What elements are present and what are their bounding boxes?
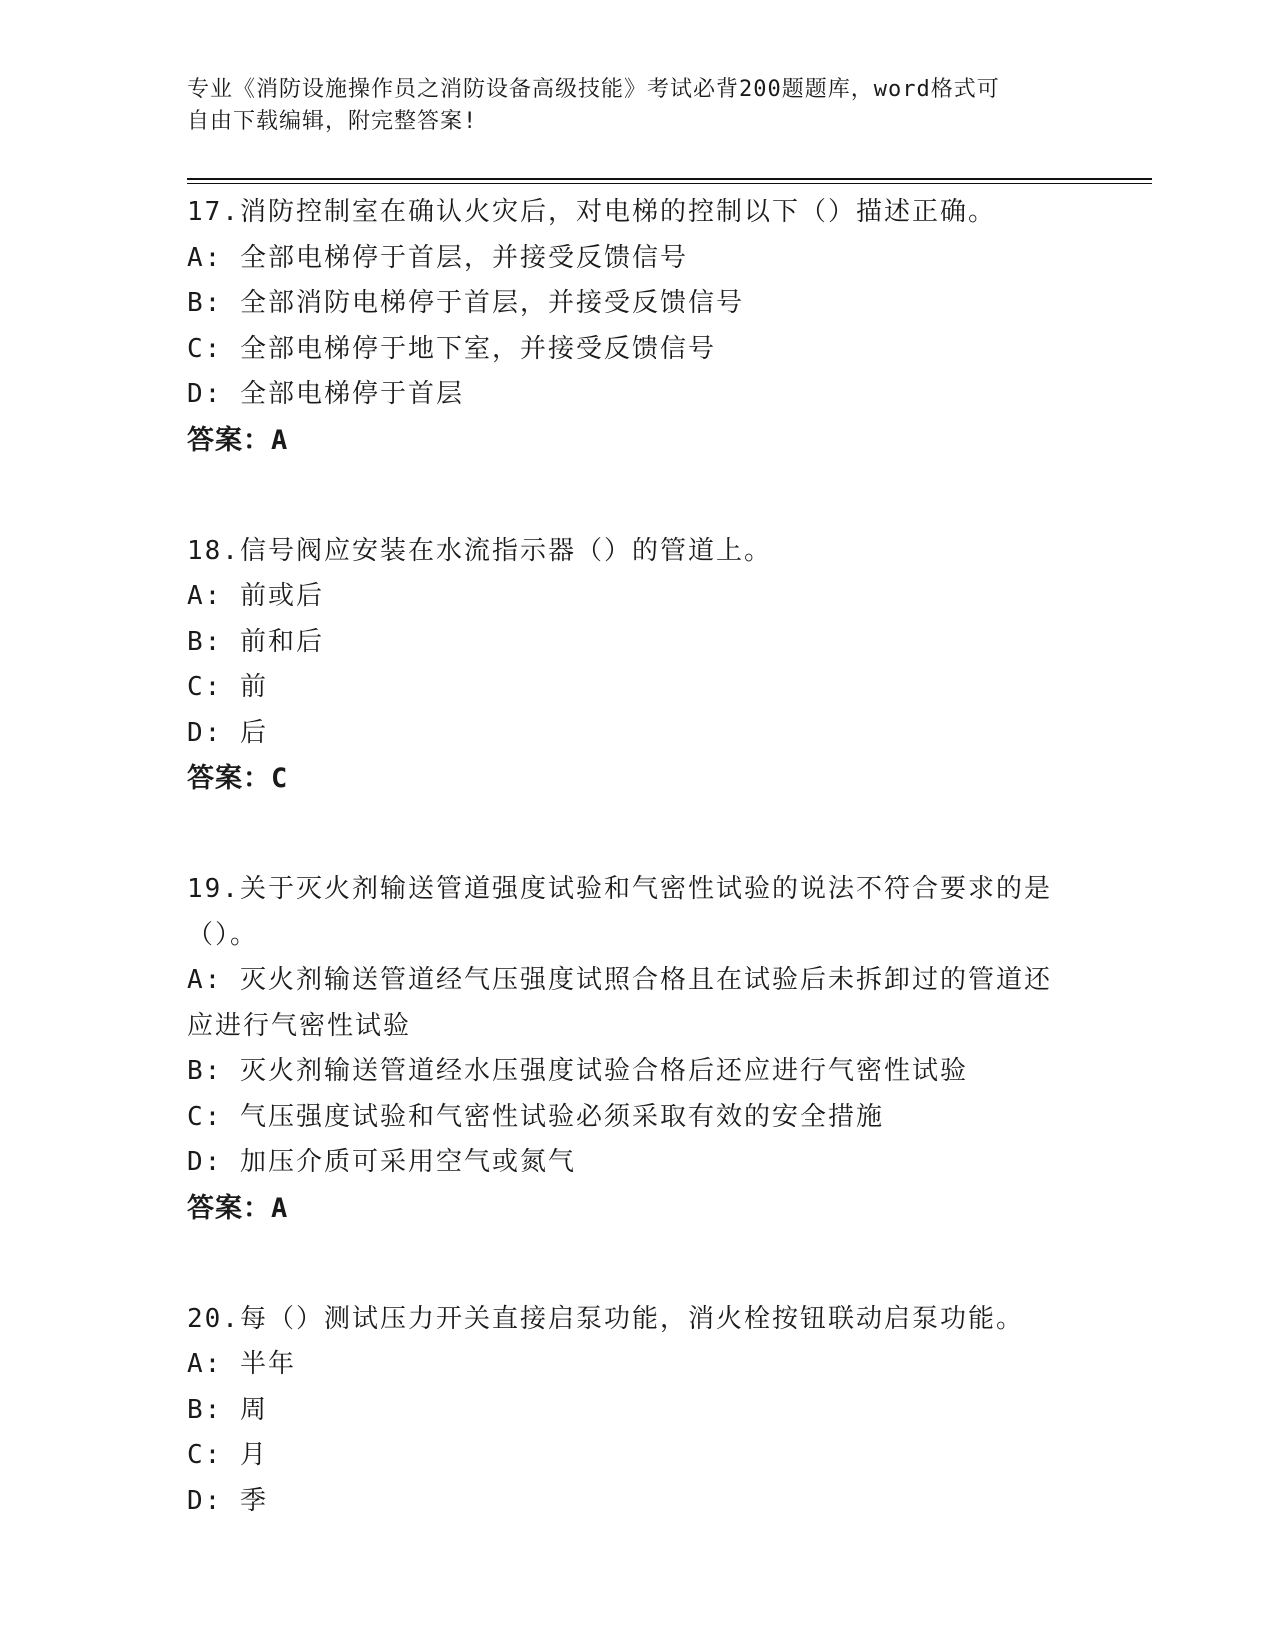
document-header <box>187 74 1087 138</box>
header-line-2: 自由下载编辑，附完整答案! <box>187 109 478 134</box>
option-b: B: 全部消防电梯停于首层，并接受反馈信号 <box>187 288 744 318</box>
option-a: A: 半年 <box>187 1349 296 1379</box>
option-d: D: 季 <box>187 1485 268 1516</box>
question-text: 18.信号阀应安装在水流指示器（）的管道上。 <box>187 535 772 566</box>
answer: 答案：A <box>187 424 289 456</box>
option-c: C: 月 <box>187 1440 268 1470</box>
option-d: D: 全部电梯停于首层 <box>187 379 464 409</box>
question-list <box>187 190 1087 1590</box>
answer: 答案：C <box>187 763 289 794</box>
option-d: D: 加压介质可采用空气或氮气 <box>187 1147 576 1177</box>
answer: 答案：A <box>187 1192 289 1224</box>
option-b: B: 灭火剂输送管道经水压强度试验合格后还应进行气密性试验 <box>187 1056 968 1086</box>
option-c: C: 气压强度试验和气密性试验必须采取有效的安全措施 <box>187 1101 884 1132</box>
question-text: 17.消防控制室在确认火灾后，对电梯的控制以下（）描述正确。 <box>187 197 996 227</box>
option-a: A: 前或后 <box>187 581 324 611</box>
option-c: C: 前 <box>187 672 268 702</box>
option-a-line-1: A: 灭火剂输送管道经气压强度试照合格且在试验后未拆卸过的管道还 <box>187 965 1052 995</box>
option-b: B: 前和后 <box>187 626 324 657</box>
header-divider-thin <box>187 183 1152 184</box>
option-c: C: 全部电梯停于地下室，并接受反馈信号 <box>187 333 716 364</box>
header-divider-thick <box>187 178 1152 180</box>
option-a: A: 全部电梯停于首层，并接受反馈信号 <box>187 242 688 273</box>
question-17 <box>187 190 1087 463</box>
option-a-line-2: 应进行气密性试验 <box>187 1010 412 1041</box>
question-text-line-1: 19.关于灭火剂输送管道强度试验和气密性试验的说法不符合要求的是 <box>187 874 1052 904</box>
option-b: B: 周 <box>187 1394 268 1425</box>
question-20 <box>187 1297 1087 1525</box>
option-d: D: 后 <box>187 717 268 748</box>
question-18 <box>187 529 1087 802</box>
question-text: 20.每（）测试压力开关直接启泵功能，消火栓按钮联动启泵功能。 <box>187 1303 1024 1334</box>
header-line-1: 专业《消防设施操作员之消防设备高级技能》考试必背200题题库，word格式可 <box>187 77 1000 102</box>
question-19 <box>187 867 1087 1231</box>
question-text-line-2: （）。 <box>187 919 259 950</box>
